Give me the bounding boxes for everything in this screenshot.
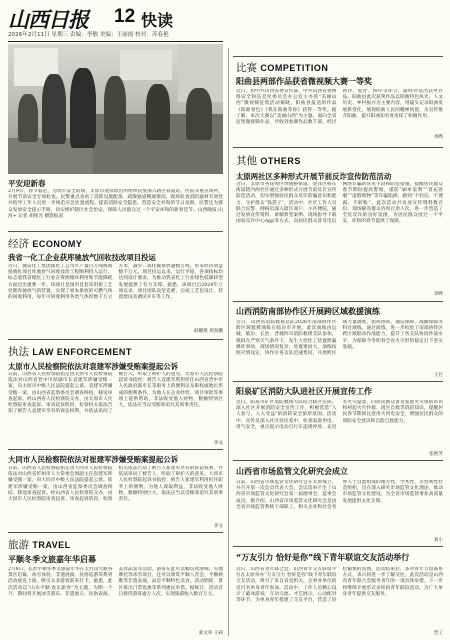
divider bbox=[233, 546, 443, 547]
divider bbox=[233, 147, 443, 148]
section-law-label: 执法 bbox=[8, 346, 29, 358]
divider bbox=[8, 449, 223, 450]
others-body-2: 近日，山西省消防救援总队2026年南部协作区跨区域救援演练在临汾市开展。此次演练由运城、临汾、长治、晋城四市消防救援支队参加，模拟在严寒天气条件下，发生大型化工装置泄漏爆炸事故，现场情况复杂、处置难度大。演练按照灾情设定，协作区各支队迅速集结，开展跨区域力量调度、指挥协同、通信保障、战勤保障等科目演练。通过演练，进一步检验了南部协作区跨区域联动作战能力，提升了各支队协同作战水平，为保障今冬明春全省火灾形势稳定打下坚实基础。 bbox=[236, 320, 443, 357]
section-others-label-en: OTHERS bbox=[260, 156, 301, 166]
travel-byline: 张文举 王莉 bbox=[198, 631, 223, 636]
others-byline-1: 李晔 bbox=[433, 292, 443, 297]
section-competition bbox=[236, 60, 328, 75]
section-others bbox=[236, 153, 301, 168]
others-body-3: 近日，阳泉市矿区消防救援大队结合辖区实际，深入社区开展消防安全宣传工作，积极营造“人人参与、人人受益”的消防安全浓厚氛围。活动中，宣传员深入社区居民家中，检查家庭用电、用气安全，重点提示电动自行车违规停放、充电等火灾隐患，向居民群众普及家庭火灾预防常识和初起火灾扑救、逃生自救等消防知识，提醒居民春节期间注意用火用电安全，增强居民群众的消防安全意识和自防自救能力。 bbox=[236, 400, 443, 430]
masthead-rule bbox=[8, 41, 223, 42]
section-economy bbox=[8, 236, 82, 251]
divider bbox=[8, 532, 223, 533]
others-byline-5: 晋工 bbox=[433, 631, 443, 636]
photo-caption: 2月9日，春节临近，为筑牢安全防线，太原市迎泽派出所组织民警深入辖区铁道站、医院等重点场所，开展节前安全专项检查。民警重点查看了消防设施配备、疏散通道畅通情况，现场检查消防器材有效性并指导工作人员进一步规范应急处置流程。提前消除安全隐患，营造安全祥和的节日氛围。民警还为群众发放安全提示手册，切实维护辖区社会治安，保障人民群众过一个平安祥和的新春佳节。山西晚报·山河+ 记者 胡铭光 摄影报道 bbox=[8, 189, 223, 219]
news-photo bbox=[8, 44, 223, 174]
section-others-label: 其他 bbox=[236, 155, 257, 167]
others-headline-3: 阳泉矿区消防大队进社区开展宣传工作 bbox=[236, 387, 372, 396]
divider bbox=[233, 301, 443, 302]
others-byline-2: 王巨 bbox=[433, 373, 443, 378]
section-travel-label: 旅游 bbox=[8, 539, 29, 551]
competition-headline: 阳曲县两部作品获省微视频大赛一等奖 bbox=[236, 77, 372, 86]
paper-logo: 山西日报 bbox=[8, 8, 88, 32]
issue-line: 2026年2月11日 星期三 责编：李敏 美编：王丽霞 校对：苏春艳 bbox=[8, 32, 169, 38]
section-travel-label-en: TRAVEL bbox=[32, 540, 71, 550]
law-byline-2: 李文 bbox=[213, 524, 223, 529]
others-body-4: 日前，山西省市场监管文化研究会在太原成立，并召开第一次会员代表大会。会议选举产生了山西省市场监管文化研究会第一届理事会、监事会成员。据介绍，山西省市场监管文化研究会是由全省市场监管系统干部职工、相关企业和社会各界人士自愿组成的地方性、学术性、非营利性社会组织，旨在深入研究市场监管文化理论，推动市场监管文化建设，为全省市场监管事业高质量发展提供文化支撑。 bbox=[236, 480, 443, 510]
travel-headline: 平顺冬季文旅嘉年华启幕 bbox=[8, 555, 96, 564]
divider bbox=[8, 339, 223, 340]
economy-byline: 薛曜燕 周劲鹏 bbox=[193, 329, 223, 334]
photo-title: 平安迎新春 bbox=[8, 179, 46, 188]
column-divider bbox=[228, 48, 229, 636]
others-body-1: 近日，太原市杏花岭区坝陵桥街道、迎泽区桥东街道辖内两社区通过多种形式开展节前反诈宣传防范活动，切实增强居民群众反诈防骗意识和能力，守护群众“钱袋子”。活动中，社区工作人员联合民警、网格员深入辖区商户、小区楼院，通过发放宣传资料、讲解典型案例、现场指导下载国家反诈中心App等方式，向居民群众普及电信网络诈骗的常见手段和防范措施，提醒居民群众春节期间提高警惕，谨防“刷单返利”“冒充客服”“虚假购物”等诈骗陷阱，做到“不轻信、不透露、不转账”。此次活动共发放宣传资料数百份，现场解答群众咨询百余人次，进一步营造了全民反诈的良好氛围，为居民群众度过一个平安、祥和的春节提供了保障。 bbox=[236, 182, 443, 225]
law-headline-1: 太原市人民检察院依法对袁建军涉嫌受贿案提起公诉 bbox=[8, 362, 178, 371]
law-body-2: 日前，山西省人民检察院指定由大同市人民检察院依法对山西省忻州市人大常委会原副主任崔建军涉嫌受贿一案，向大同市中级人民法院提起公诉。崔建军涉嫌受贿一案，由山西省监察委员会调查终结，移送审查起诉。经山西省人民检察院交办，由大同市人民检察院审查起诉。审查起诉阶段，检察机关依法告知了被告人崔建军享有的诉讼权利，并依法讯问了被告人，听取了辩护人的意见。大同市人民检察院起诉书指控：被告人崔建军利用担任职务上的便利，为他人谋取利益，非法收受他人财物，数额特别巨大，依法应当以受贿罪追究其刑事责任。 bbox=[8, 466, 223, 503]
others-byline-3: 张艳芳 bbox=[429, 452, 443, 457]
section-economy-label-en: ECONOMY bbox=[32, 239, 83, 249]
divider bbox=[233, 381, 443, 382]
section-travel bbox=[8, 537, 71, 552]
page-section-title: 快读 bbox=[141, 11, 174, 30]
section-economy-label: 经济 bbox=[8, 238, 29, 250]
section-competition-label-en: COMPETITION bbox=[260, 63, 329, 73]
law-byline-1: 李文 bbox=[213, 441, 223, 446]
travel-body: 2月8日，长治平顺冬季文旅嘉年华在太行山大峡谷景区启幕，冰雪体验、非遗展演、民俗巡游等系列活动接连上演，吸引众多游客前来打卡。据悉，此次活动以“山水平顺·欢乐新春”为主题，为期一个月，期间将开展冰雪游乐、非遗展示、民俗表演、美食品鉴等活动。游客在此可以畅玩冰滑梯、雪地摩托等冰雪项目，还可以欣赏平顺八音会、平顺秧歌等非遗表演，品尝平顺特色美食。活动期间，景区推出门票优惠等系列惠民举措。据统计，活动首日接待游客逾万人次，实现旅游收入数百万元。 bbox=[8, 567, 223, 597]
competition-body: 近日，由中共山西省委宣传部、中共山西省委网络安全和信息化委员会办公室主办的“美丽山西”微视频征集活动揭晓，阳曲县报送的作品《阳曲春色》《我在阳曲等你》获得一等奖。据了解，本次大赛以“美丽山西”为主题，面向全省征集微视频作品，共收到参赛作品数千部，经过初评、复评、终评等环节，最终评选出获奖作品。阳曲县此次获奖作品以阳曲特色风光、人文历史、乡村振兴为主要内容，用镜头记录阳曲发展新变化，展现阳曲人民的精神风貌，为宣传推介阳曲、提升阳曲知名度发挥了积极作用。 bbox=[236, 89, 443, 126]
divider bbox=[233, 56, 443, 57]
law-body-1: 日前，山西省人民检察院指定由太原市人民检察院依法对山西省晋中市原副市长袁建军涉嫌受贿一案，向太原市中级人民法院提起公诉。袁建军涉嫌受贿一案，由山西省监察委员会调查终结，移送审查起诉。经山西省人民检察院交办，由太原市人民检察院审查起诉。审查起诉阶段，检察机关依法告知了被告人袁建军享有的诉讼权利，并依法讯问了被告人，听取了辩护人的意见。太原市人民检察院起诉书指控：被告人袁建军利用担任山西省晋中市人民政府副市长等职务上的便利以及职权或地位形成的便利条件，为他人在企业经营、项目审批等事项上提供帮助，非法收受他人财物，数额特别巨大，依法应当以受贿罪追究其刑事责任。 bbox=[8, 372, 223, 415]
others-byline-4: 刘小 bbox=[433, 538, 443, 543]
competition-byline: 李晔 bbox=[433, 135, 443, 140]
others-headline-1: 太原两社区多种形式开展节前反诈宣传防范活动 bbox=[236, 172, 392, 181]
divider bbox=[8, 231, 223, 232]
section-law bbox=[8, 344, 132, 359]
others-headline-2: 山西消防南部协作区开展跨区域救援演练 bbox=[236, 307, 380, 316]
economy-body: 近日，潞安化工集团煤化工公司年产量百万吨煤间接液化项目库驰放气回收技改工程顺利投入运行。标志着我省煤化工行业在资源循环利用和节能降耗方面迈出重要一步。该项目是国内首套采用新工艺处理库驰放气的装置，实现了原本排放的可燃气体的回收利用，每年可回收利用各类气体约数千万立方米，减少二氧化碳排放逾数万吨，带来经济效益数千万元。项目投运以来，运行平稳，各项指标均达到设计要求，为推动我省化工行业绿色低碳转型发展提供了有力支撑。据悉，该项目自2024年立项以来，项目团队攻坚克难，完成工艺包设计、装置建设及调试开车等工作。 bbox=[8, 264, 223, 301]
divider bbox=[233, 460, 443, 461]
masthead bbox=[8, 4, 444, 44]
section-law-label-en: LAW ENFORCEMENT bbox=[32, 347, 132, 357]
law-headline-2: 大同市人民检察院依法对崔建军涉嫌受贿案提起公诉 bbox=[8, 455, 178, 464]
others-headline-5: “万友引力 恰好是你”线下青年联谊交友活动举行 bbox=[236, 553, 410, 562]
others-headline-4: 山西省市场监管文化研究会成立 bbox=[236, 467, 348, 476]
economy-headline: 我省一化工企业获库驰放气回收技改项目投运 bbox=[8, 253, 156, 262]
section-competition-label: 比赛 bbox=[236, 62, 257, 74]
others-body-5: 近日，山西省青年联合会、山西青年交友联谊平台在太原举办“万友引力 恰好是你”线下青年联谊交友活动，吸引了来自省直机关、企事业单位的近百名单身青年参加。活动中，工作人员精心设计了破冰游戏、互动交流、才艺展示、心动配对等环节，为单身青年搭建了交友平台，营造了轻松愉快的氛围。活动结束后，多对青年互留联系方式，表示将进一步了解交往。此次活动是山西省青年联合会服务青年的一项具体举措，下一步将继续开展形式多样的青年联谊活动，为广大单身青年提供交友服务。 bbox=[236, 567, 443, 604]
page-number: 12 bbox=[114, 6, 136, 27]
